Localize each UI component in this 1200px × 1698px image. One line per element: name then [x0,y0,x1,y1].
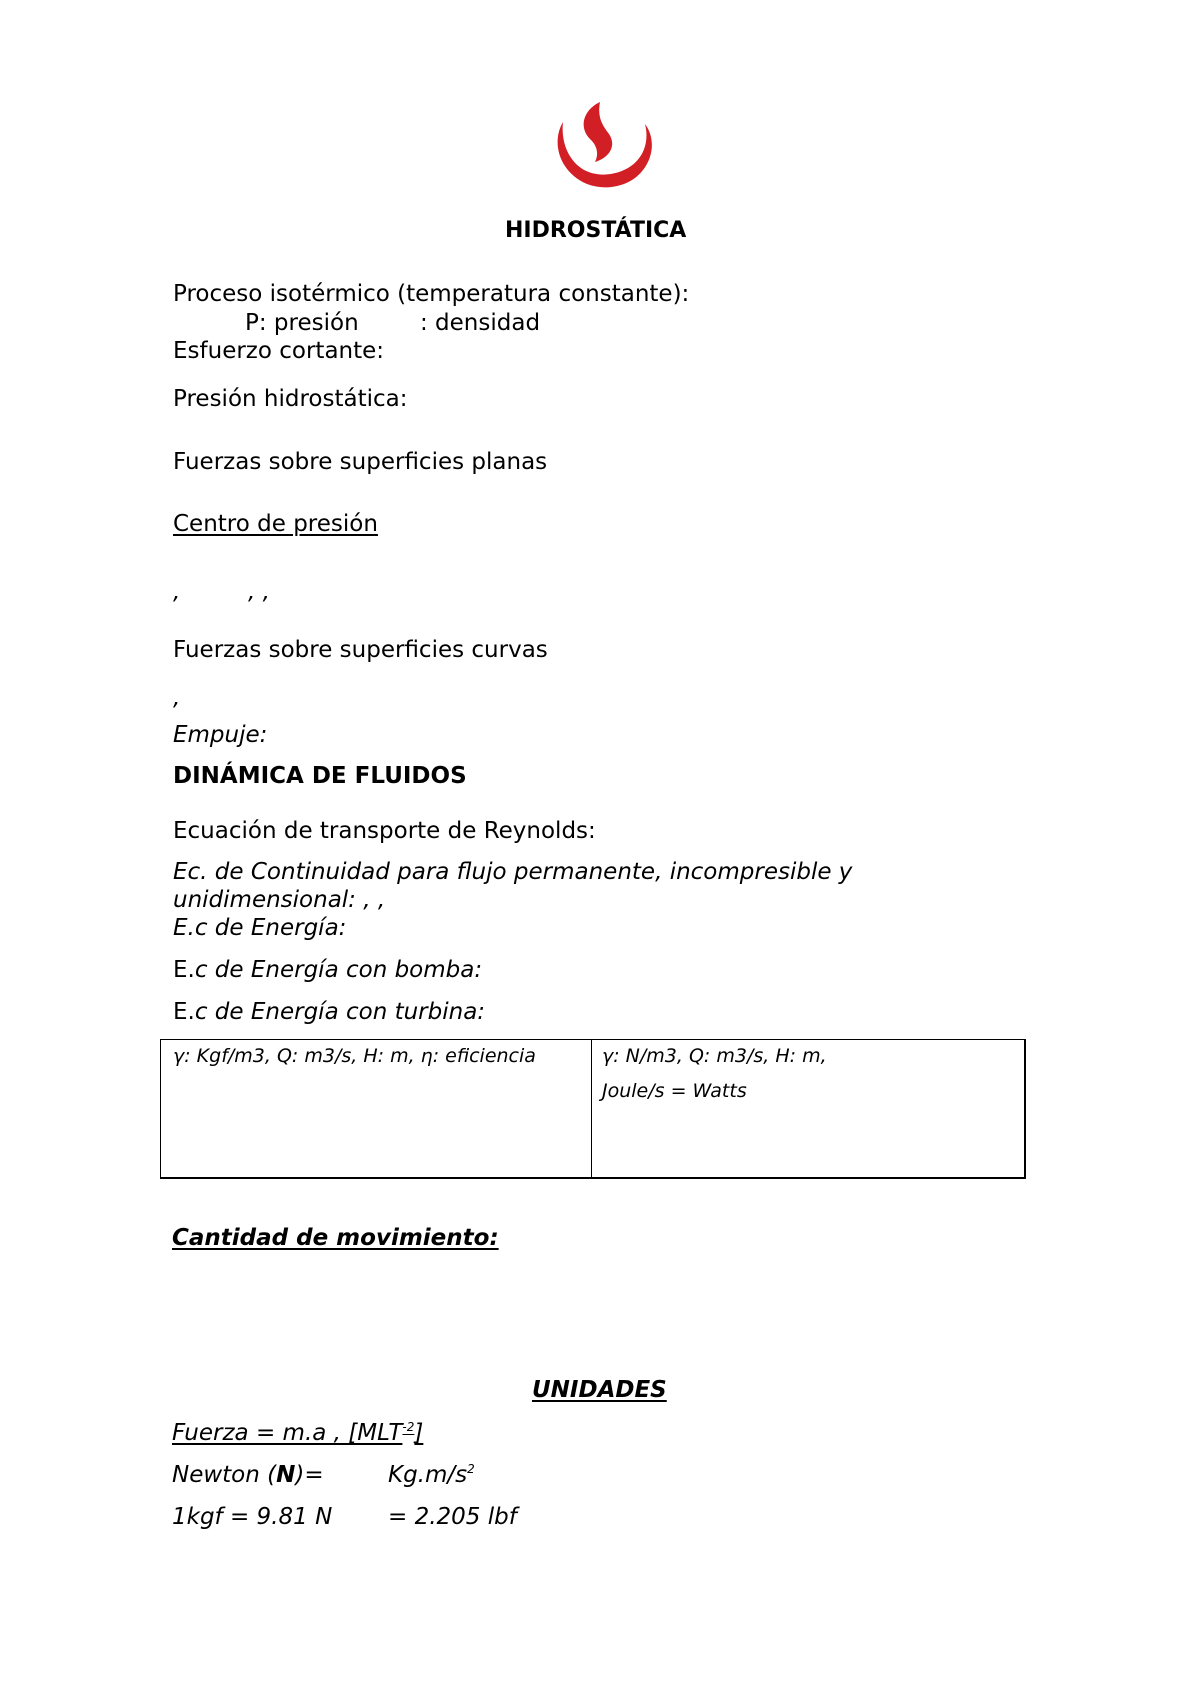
presion-variable: P: presión [245,310,359,336]
kgf-units-text: γ: Kgf/m3, Q: m3/s, H: m, η: eficiencia [173,1045,536,1067]
continuidad-line-2: unidimensional: , , [173,887,386,913]
newton-value: $Kg.m/s^2$ [388,1462,475,1488]
newton-definition: Newton (N)= [172,1462,324,1488]
watts-text: Joule/s = Watts [602,1080,747,1102]
flame-icon [584,102,613,162]
energia-turbina-label: E.c de Energía con turbina: [173,999,486,1025]
presion-hidrostatica-label: Presión hidrostática: [173,386,408,412]
reynolds-label: Ecuación de transporte de Reynolds: [173,818,596,844]
fuerzas-curvas-label: Fuerzas sobre superficies curvas [173,637,548,663]
cantidad-movimiento-heading: Cantidad de movimiento: [172,1225,499,1251]
units-table [160,1039,1026,1179]
esfuerzo-label: Esfuerzo cortante: [173,338,385,364]
kgf-conversion: 1kgf = 9.81 N [172,1504,333,1530]
comma-separator: , [173,685,181,711]
section-title-hidrostatica: HIDROSTÁTICA [505,218,687,243]
newton-units-text: γ: N/m3, Q: m3/s, H: m, [602,1045,827,1067]
continuidad-line-1: Ec. de Continuidad para flujo permanente, incompresible y [173,859,853,885]
section-title-dinamica: DINÁMICA DE FLUIDOS [173,763,467,789]
section-title-unidades: UNIDADES [532,1377,667,1403]
comma-separator: , [173,579,181,605]
university-flame-logo [553,100,657,188]
densidad-variable: : densidad [420,310,541,336]
fuerza-formula: Fuerza = m.a , $[MLT^{-2}]$ [172,1420,424,1446]
energia-bomba-label: E.c de Energía con bomba: [173,957,483,983]
isotermico-label: Proceso isotérmico (temperatura constante): [173,281,690,307]
empuje-label: Empuje: [173,722,268,748]
comma-separator: , , [248,579,270,605]
table-cell-kgf-units [161,1040,592,1177]
table-cell-newton-units [592,1040,1024,1177]
fuerzas-planas-label: Fuerzas sobre superficies planas [173,449,548,475]
energia-label: E.c de Energía: [173,915,347,941]
centro-presion-heading: Centro de presión [173,511,378,537]
lbf-conversion: = 2.205 lbf [388,1504,517,1530]
